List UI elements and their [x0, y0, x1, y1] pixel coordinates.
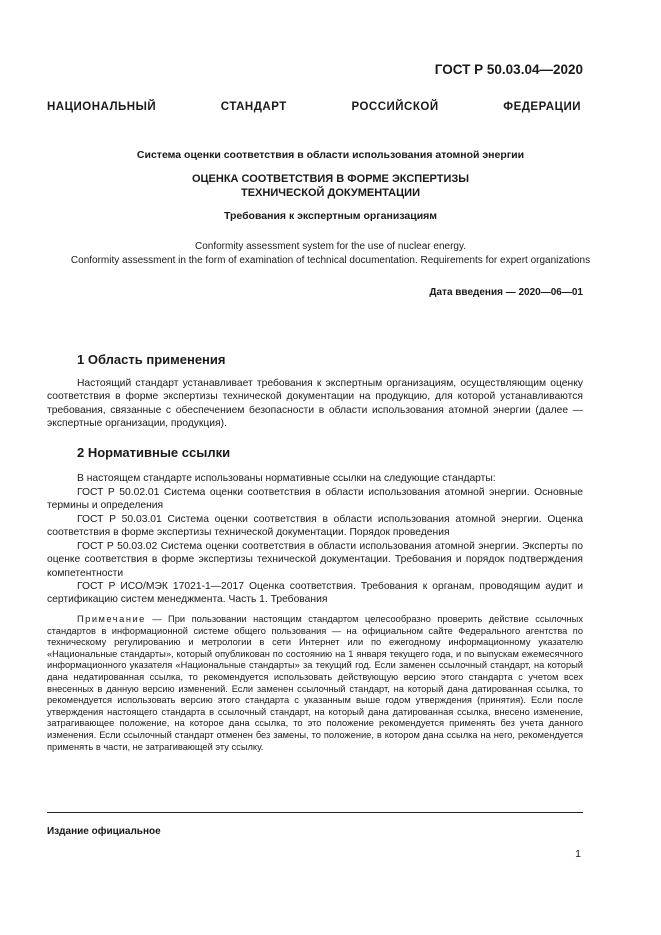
footer-divider — [47, 812, 583, 813]
system-title: Система оценки соответствия в области использования атомной энергии — [136, 149, 525, 161]
english-title-line-2: Conformity assessment in the form of examination of technical documentation. Requirements for expert organizations — [70, 255, 591, 266]
section-1-text: Настоящий стандарт устанавливает требования к экспертным организациям, осуществляющим оценку соответствия в форме экспертизы технической документации на продукцию, для которой устанавливаются требования, связанные с обеспечением безопасности в области использования атомной энергии (далее — экспертные организации, продукция). — [47, 378, 583, 430]
introduction-date: Дата введения — 2020—06—01 — [429, 287, 583, 298]
reference-item: ГОСТ Р 50.03.01 Система оценки соответствия в области использования атомной энергии. Оценка соответствия в форме экспертизы технической документации. Порядок проведения — [47, 514, 583, 539]
section-2-intro: В настоящем стандарте использованы нормативные ссылки на следующие стандарты: — [77, 473, 496, 484]
official-edition-label: Издание официальное — [47, 826, 161, 837]
reference-item: ГОСТ Р ИСО/МЭК 17021-1—2017 Оценка соответствия. Требования к органам, проводящим аудит и сертификацию систем менеджмента. Часть 1. Требования — [47, 581, 583, 606]
subtitle: Требования к экспертным организациям — [223, 210, 438, 222]
reference-item: ГОСТ Р 50.03.02 Система оценки соответствия в области использования атомной энергии. Эксперты по оценке соответствия в форме экспертизы технической документации. Требования и порядок подтверждения компетентности — [47, 541, 583, 579]
document-code: ГОСТ Р 50.03.04—2020 — [434, 62, 583, 77]
note-label: Примечание — [77, 614, 146, 624]
english-title-line-1: Conformity assessment system for the use of nuclear energy. — [194, 241, 467, 252]
reference-item: ГОСТ Р 50.02.01 Система оценки соответствия в области использования атомной энергии. Основные термины и определения — [47, 487, 583, 512]
page-number: 1 — [575, 848, 581, 860]
main-title-line-1: ОЦЕНКА СООТВЕТСТВИЯ В ФОРМЕ ЭКСПЕРТИЗЫ — [191, 173, 470, 185]
national-standard-banner: НАЦИОНАЛЬНЫЙ СТАНДАРТ РОССИЙСКОЙ ФЕДЕРАЦИИ — [47, 101, 581, 113]
main-title-line-2: ТЕХНИЧЕСКОЙ ДОКУМЕНТАЦИИ — [241, 187, 420, 199]
section-1-heading: 1 Область применения — [77, 352, 226, 367]
note-block — [47, 614, 583, 753]
note-text: — При пользовании настоящим стандартом целесообразно проверить действие ссылочных стандартов в информационной системе общего пользования — на официальном сайте Федерального агентства по техническому регулированию и метрологии в сети Интернет или по ежегодному информационному указателю «Национальные стандарты», который опубликован по состоянию на 1 января текущего года, и по выпускам ежемесячного информационного указателя «Национальные стандарты» за текущий год. Если заменен ссылочный стандарт, на который дана недатированная ссылка, то рекомендуется использовать действующую версию этого стандарта с учетом всех внесенных в данную версию изменений. Если заменен ссылочный стандарт, на который дана датированная ссылка, то рекомендуется использовать версию этого стандарта с указанным выше годом утверждения (принятия). Если после утверждения настоящего стандарта в ссылочный стандарт, на который дана датированная ссылка, внесено изменение, затрагивающее положение, на которое дана ссылка, то это положение рекомендуется применять без учета данного изменения. Если ссылочный стандарт отменен без замены, то положение, в котором дана ссылка на него, рекомендуется применять в части, не затрагивающей эту ссылку. — [47, 614, 583, 752]
section-2-heading: 2 Нормативные ссылки — [77, 445, 231, 460]
main-title — [47, 172, 614, 200]
english-title — [47, 240, 614, 268]
